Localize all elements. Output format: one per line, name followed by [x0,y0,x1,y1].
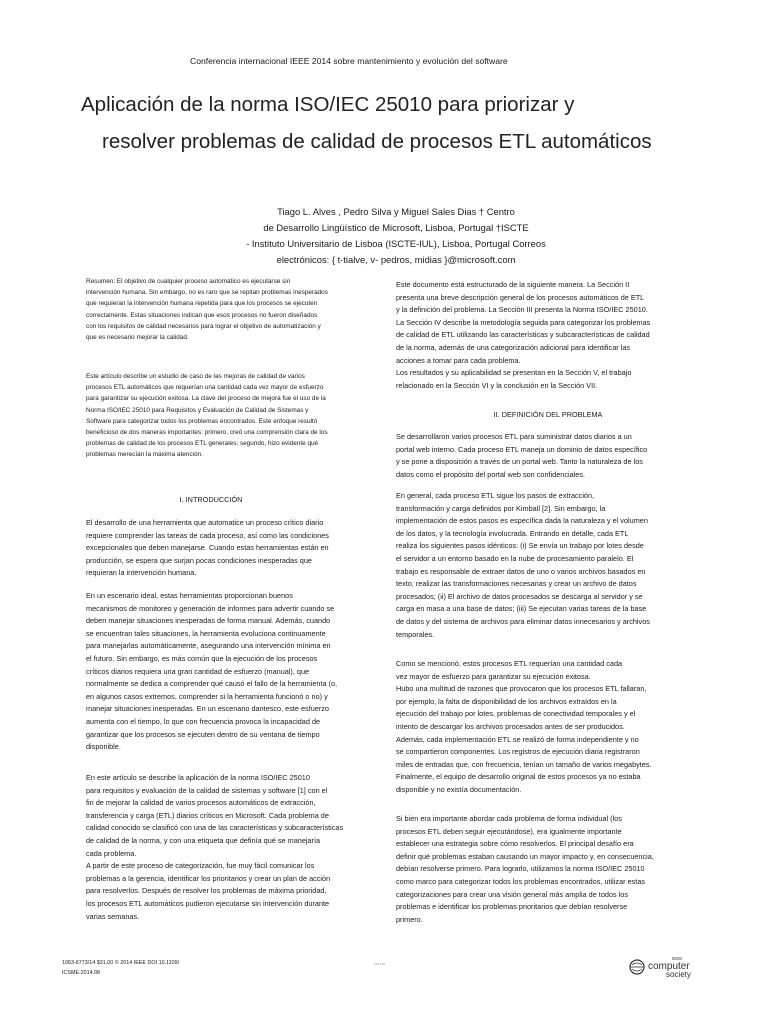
abstract [86,276,328,343]
text-line: los procesos ETL automáticos pudieron ejecutarse sin intervención durante [86,898,330,908]
problem-paragraph [396,490,650,641]
author-line: Tiago L. Alves , Pedro Silva y Miguel Sales Dias † Centro [277,206,515,217]
text-line: de los datos, y la tecnología involucrada. Entrando en detalle, cada ETL [396,528,629,538]
text-line: problemas e identificar los problemas prioritarios que debían resolverse [396,902,628,912]
text-line: transferencia y carga (ETL) diarios críticos en Microsoft. Cada problema de [86,810,329,820]
text-line: En un escenario ideal, estas herramientas proporcionan buenos [86,591,293,600]
ieee-computer-society-logo [628,954,698,980]
text-line: que es necesario mejorar la calidad. [86,334,189,342]
text-line: trabajo es responsable de extraer datos de uno o varios archivos basados en [396,566,646,576]
text-line: para garantizar su ejecución exitosa. La clave del proceso de mejora fue el uso de la [86,395,326,403]
text-line: Hubo una multitud de razones que provocaron que los procesos ETL fallaran, [396,684,647,694]
text-line: intervención humana. Sin embargo, no es raro que se repitan problemas inesperados [86,289,328,297]
text-line: con los requisitos de calidad necesarios para lograr el objetivo de automatización y [86,322,321,330]
problem-paragraph [396,431,647,481]
ieee-logo-icon [628,954,698,980]
text-line: normalmente se dedica a comprender qué causó el fallo de la herramienta (o, [86,679,338,689]
text-line: Como se mencionó, estos procesos ETL requerían una cantidad cada [396,659,623,668]
paper-title-line-2: resolver problemas de calidad de procesos ETL automáticos [102,130,652,153]
text-line: Software para categorizar todos los problemas encontrados. Este enfoque resultó [86,417,318,425]
section-heading-definicion: II. DEFINICIÓN DEL PROBLEMA [493,410,603,419]
text-line: de calidad de ETL utilizando las características y subcaracterísticas de calidad [396,330,650,340]
text-line: Este artículo describe un estudio de caso de las mejoras de calidad de varios [86,373,305,380]
section-heading-introduccion: I. INTRODUCCIÓN [179,495,243,504]
text-line: y se pone a disposición a través de un portal web. Tanto la naturaleza de los [396,457,643,467]
text-line: A partir de este proceso de categorización, fue muy fácil comunicar los [86,861,315,871]
text-line: Resumen: El objetivo de cualquier proceso automático es ejecutarse sin [86,278,291,285]
text-line: procesos ETL automáticos que requerían una cantidad cada vez mayor de esfuerzo [86,384,324,392]
author-line: de Desarrollo Lingüístico de Microsoft, Lisboa, Portugal †ISCTE [263,222,529,233]
text-line: transformación y carga definidos por Kimball [2]. Sin embargo, la [396,503,606,513]
text-line: garantizar que los procesos se ejecuten dentro de su ventana de tiempo [86,729,320,739]
conference-header: Conferencia internacional IEEE 2014 sobre mantenimiento y evolución del software [190,56,508,66]
text-line: Norma ISO/IEC 25010 para Requisitos y Evaluación de Calidad de Sistemas y [86,406,309,414]
text-line: excepcionales que deben manejarse. Cuando estas herramientas están en [86,543,329,553]
text-line: intento de descargar los archivos procesados antes de ser producidos. [396,721,625,731]
text-line: datos como el propósito del portal web son confidenciales. [396,469,586,479]
text-line: para manejarlas automáticamente, asegurando una intervención mínima en [86,641,331,651]
text-line: para requisitos y evaluación de la calidad de sistemas y software [1] con el [86,785,328,795]
text-line: Los resultados y su aplicabilidad se presentan en la Sección V, el trabajo [396,368,632,378]
text-line: correctamente. Estas situaciones indican que esos procesos no fueron diseñados [86,311,318,319]
text-line: problemas a la gerencia, identificar los prioritarios y crear un plan de acción [86,873,331,883]
text-line: realiza los siguientes pasos idénticos: (i) Se envía un trabajo por lotes desde [396,541,644,551]
intro-paragraph [86,517,329,580]
text-line: calidad conocido se clasificó con una de las características y subcaracterísticas [86,823,344,833]
text-line: procesos ETL deben seguir ejecutándose), era igualmente importante [396,826,622,836]
text-line: implementación de estos pasos es específica dada la naturaleza y el volumen [396,516,648,526]
text-line: La Sección IV describe la metodología seguida para categorizar los problemas [396,317,651,327]
text-line: debían resolverse primero. Para lograrlo, utilizamos la norma ISO/IEC 25010 [396,864,645,874]
text-line: requiere comprender las tareas de cada proceso, así como las condiciones [86,530,329,540]
text-line: Además, cada implementación ETL se realizó de forma independiente y no [396,734,639,744]
text-line: en algunos casos extremos, comprender si la herramienta funcionó o no) y [86,691,328,701]
text-line: portal web interno. Cada proceso ETL maneja un dominio de datos específico [396,444,648,454]
text-line: definir qué problemas estaban causando un mayor impacto y, en consecuencia, [396,851,654,861]
text-line: texto, realizar las transformaciones necesarias y crear un archivo de datos [396,579,637,589]
problem-paragraph [396,813,654,926]
text-line: se compartieron componentes. Los registros de ejecución diaria registraron [396,747,640,757]
text-line: presenta una breve descripción general de los procesos automáticos de ETL [396,292,645,302]
text-line: requieran la intervención humana. [86,568,197,578]
text-line: miles de entradas que, con frecuencia, tenían un tamaño de varios megabytes. [396,759,652,769]
text-line: beneficioso de dos maneras importantes: primero, creó una comprensión clara de los [86,429,328,437]
text-line: se encuentran tales situaciones, la herramienta evoluciona continuamente [86,628,326,638]
text-line: problemas de calidad de los procesos ETL generales; segundo, hizo evidente qué [86,440,319,448]
text-line: procesados; (ii) El archivo de datos procesados se descarga al servidor y se [396,591,643,601]
text-line: críticos diarios requiera una gran cantidad de esfuerzo (manual), que [86,666,310,676]
text-line: deben manejar situaciones inesperadas de forma manual. Además, cuando [86,616,331,626]
text-line: el futuro. Sin embargo, es más común que la ejecución de los procesos [86,653,318,663]
text-line: primero. [396,914,423,924]
text-line: temporales. [396,629,435,639]
text-line: para resolverlos. Después de resolver los problemas de máxima prioridad, [86,886,327,896]
logo-text-ieee: IEEE [672,956,683,961]
text-line: Se desarrollaron varios procesos ETL para suministrar datos diarios a un [396,432,632,441]
text-line: ejecución del trabajo por lotes, problemas de conectividad temporales y el [396,709,636,719]
text-line: Finalmente, el equipo de desarrollo original de estos procesos ya no estaba [396,772,641,782]
footer-line: ICSME.2014.98 [62,970,101,976]
text-line: como marco para categorizar todos los problemas encontrados, utilizar estas [396,876,646,886]
logo-text-society: society [666,970,691,979]
text-line: y la definición del problema. La Sección III presenta la Norma ISO/IEC 25010. [396,305,648,315]
copyright-footer [62,958,179,978]
text-line: cada problema. [86,848,137,858]
text-line: relacionado en la Sección VI y la conclusión en la Sección VII. [396,380,598,390]
problem-paragraph [396,658,652,797]
text-line: varias semanas. [86,911,140,921]
text-line: por ejemplo, la falta de disponibilidad de los archivos extraídos en la [396,696,617,706]
author-line: - Instituto Universitario de Lisboa (ISCTE-IUL), Lisboa, Portugal Correos [246,238,546,249]
text-line: El desarrollo de una herramienta que automatice un proceso crítico diario [86,518,324,527]
text-line: categorizaciones para crear una visión general más amplia de todos los [396,889,629,899]
text-line: establecer una estrategia sobre cómo resolverlos. El principal desafío era [396,839,634,849]
text-line: vez mayor de esfuerzo para garantizar su ejecución exitosa. [396,671,591,681]
intro-paragraph [86,590,337,754]
text-line: carga en masa a una base de datos; (iii) Se ejecutan varias tareas de la base [396,604,647,614]
text-line: Si bien era importante abordar cada problema de forma individual (los [396,814,622,823]
footer-line: 1063-6773/14 $31,00 © 2014 IEEE DOI 10.1109/ [62,960,180,966]
logo-text-computer: computer [648,961,690,972]
text-line: producción, se espera que surjan pocas condiciones inesperadas que [86,555,312,565]
page-number: 373 373 [374,962,385,966]
paper-title-line-1: Aplicación de la norma ISO/IEC 25010 para priorizar y [81,93,575,116]
abstract-continued [86,371,328,461]
text-line: disponible. [86,742,121,752]
text-line: de la norma, además de una categorización adicional para identificar las [396,342,631,352]
structure-paragraph [396,279,650,392]
text-line: mecanismos de monitoreo y generación de informes para advertir cuando se [86,603,335,613]
intro-paragraph [86,772,343,923]
text-line: acciones a tomar para cada problema. [396,355,521,365]
text-line: fin de mejorar la calidad de varios procesos automáticos de extracción, [86,798,316,808]
text-line: aumenta con el tiempo, lo que con frecuencia provoca la incapacidad de [86,716,321,726]
author-line: electrónicos: { t-tialve, v- pedros, midias }@microsoft.com [276,254,516,265]
text-line: de calidad de la norma, y con una etiqueta que definía qué se manejaría [86,835,321,845]
text-line: el servidor a un entorno basado en la nube de procesamiento paralelo. El [396,553,634,563]
text-line: disponible y no existía documentación. [396,784,522,794]
text-line: manejar situaciones inesperadas. En un escenario dantesco, este esfuerzo [86,704,329,714]
text-line: Este documento está estructurado de la siguiente manera. La Sección II [396,280,630,289]
author-block [196,204,596,268]
text-line: problemas merecían la máxima atención. [86,451,203,459]
text-line: de datos y del sistema de archivos para eliminar datos innecesarios y archivos [396,616,650,626]
text-line: En este artículo se describe la aplicación de la norma ISO/IEC 25010 [86,773,310,782]
text-line: que requieran la intervención humana repetida para que los procesos se ejecuten [86,300,318,308]
text-line: En general, cada proceso ETL sigue los pasos de extracción, [396,491,595,500]
